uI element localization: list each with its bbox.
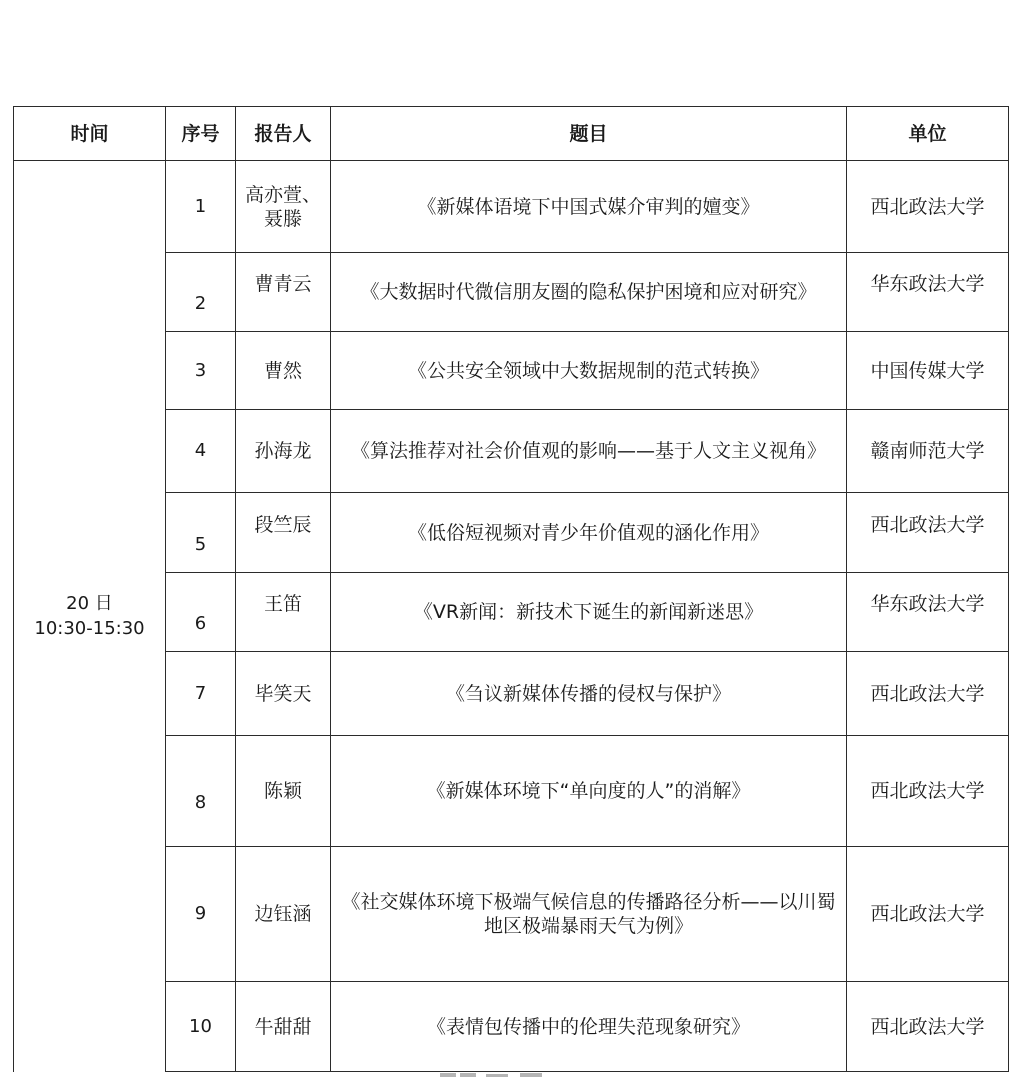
title-cell: 《新媒体语境下中国式媒介审判的嬗变》 [331,161,847,253]
cut-off-footer-glyphs [430,1071,590,1077]
reporter-cell: 边钰涵 [236,847,331,982]
cut-off-footer-text [430,1068,590,1077]
reporter-value: 段竺辰 [254,513,312,536]
schedule-table [13,106,1009,1072]
affiliation-value: 华东政法大学 [870,593,985,615]
seq-cell [166,736,236,847]
reporter-cell: 毕笑天 [236,652,331,736]
reporter-cell: 陈颖 [236,736,331,847]
footer-glyph [440,1073,456,1077]
title-cell: 《新媒体环境下“单向度的人”的消解》 [331,736,847,847]
header-affiliation: 单位 [847,107,1009,161]
seq-cell [166,253,236,332]
title-cell: 《低俗短视频对青少年价值观的涵化作用》 [331,493,847,573]
affiliation-cell: 中国传媒大学 [847,332,1009,410]
reporter-cell: 牛甜甜 [236,982,331,1072]
seq-value: 5 [194,533,207,555]
affiliation-cell: 西北政法大学 [847,652,1009,736]
title-cell: 《表情包传播中的伦理失范现象研究》 [331,982,847,1072]
seq-cell [166,493,236,573]
affiliation-cell [847,573,1009,652]
time-slot-hours: 10:30-15:30 [34,618,145,640]
reporter-value: 王笛 [263,593,302,615]
affiliation-cell: 西北政法大学 [847,847,1009,982]
seq-value: 6 [194,613,207,634]
header-time: 时间 [14,107,166,161]
title-cell: 《社交媒体环境下极端气候信息的传播路径分析——以川蜀地区极端暴雨天气为例》 [331,847,847,982]
schedule-sheet [13,106,1008,1072]
header-reporter: 报告人 [236,107,331,161]
seq-cell: 7 [166,652,236,736]
affiliation-cell [847,493,1009,573]
reporter-cell [236,573,331,652]
time-slot-day: 20 日 [66,593,113,615]
time-slot-cell [14,161,166,1072]
header-seq: 序号 [166,107,236,161]
header-title: 题目 [331,107,847,161]
affiliation-cell: 西北政法大学 [847,982,1009,1072]
footer-glyph [460,1073,476,1077]
title-cell: 《算法推荐对社会价值观的影响——基于人文主义视角》 [331,410,847,493]
header-row [14,107,1009,161]
reporter-cell: 孙海龙 [236,410,331,493]
title-cell: 《VR新闻：新技术下诞生的新闻新迷思》 [331,573,847,652]
seq-cell: 4 [166,410,236,493]
seq-cell: 3 [166,332,236,410]
affiliation-cell: 赣南师范大学 [847,410,1009,493]
reporter-cell: 高亦萱、聂滕 [236,161,331,253]
seq-value: 2 [194,293,207,314]
affiliation-cell: 西北政法大学 [847,736,1009,847]
affiliation-cell: 西北政法大学 [847,161,1009,253]
seq-value: 8 [194,792,207,813]
title-cell: 《公共安全领域中大数据规制的范式转换》 [331,332,847,410]
affiliation-cell [847,253,1009,332]
title-cell: 《大数据时代微信朋友圈的隐私保护困境和应对研究》 [331,253,847,332]
footer-glyph [520,1073,542,1077]
affiliation-value: 西北政法大学 [870,513,985,536]
title-cell: 《刍议新媒体传播的侵权与保护》 [331,652,847,736]
seq-cell: 9 [166,847,236,982]
table-row [14,161,1009,253]
seq-cell: 10 [166,982,236,1072]
reporter-cell: 曹然 [236,332,331,410]
reporter-cell [236,253,331,332]
affiliation-value: 华东政法大学 [870,273,985,295]
seq-cell: 1 [166,161,236,253]
seq-cell [166,573,236,652]
reporter-cell [236,493,331,573]
reporter-value: 曹青云 [254,273,312,295]
